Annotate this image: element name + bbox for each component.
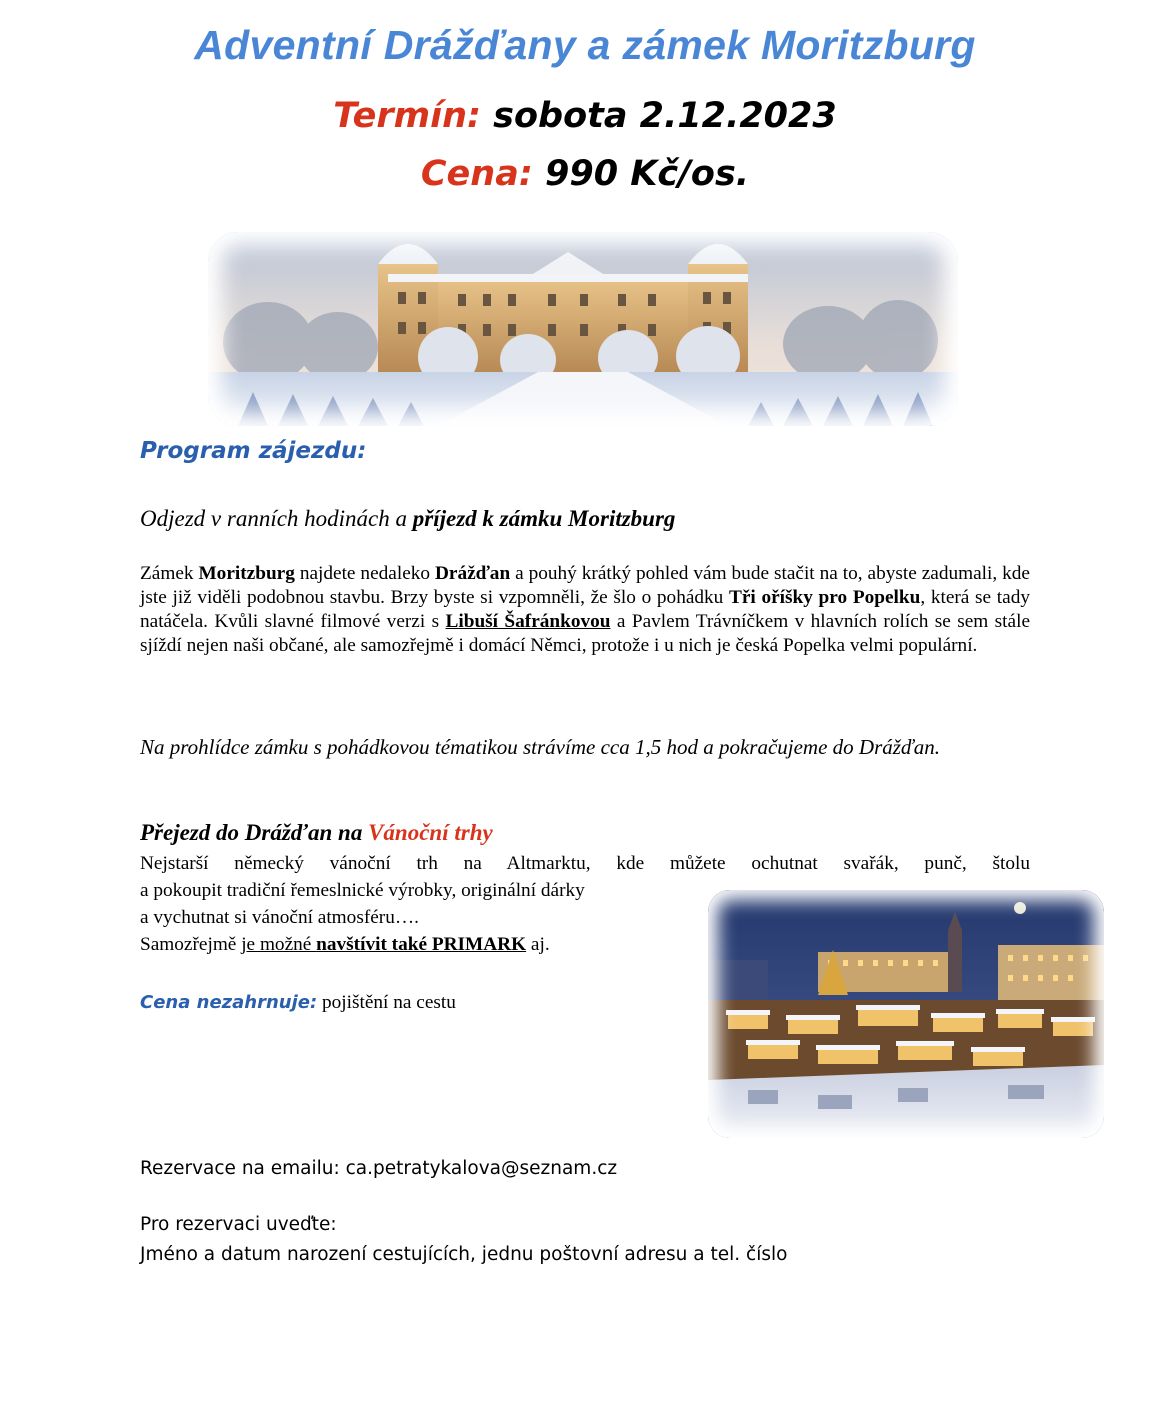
- reservation-heading: Pro rezervaci uveďte:: [140, 1214, 337, 1235]
- para-bold-moritzburg: Moritzburg: [198, 563, 295, 584]
- price-excludes-label: Cena nezahrnuje:: [140, 992, 318, 1013]
- reservation-details: Jméno a datum narození cestujících, jednu poštovní adresu a tel. číslo: [140, 1244, 788, 1265]
- reservation-email: Rezervace na emailu: ca.petratykalova@seznam.cz: [140, 1158, 618, 1179]
- departure-arrival: příjezd k zámku Moritzburg: [412, 506, 676, 531]
- para-text: a pouhý krátký pohled vám bude stačit na to, abyste zadumali, kde jste již viděli podobnou stavbu. Brzy byste si vzpomněli, že šlo o pohádku: [140, 563, 1030, 608]
- departure-text: Odjezd v ranních hodinách a: [140, 506, 413, 531]
- market-heading-text: Přejezd do Drážďan na: [140, 820, 369, 845]
- para-bold-fairytale: Tři oříšky pro Popelku: [729, 587, 921, 608]
- date-value: sobota 2.12.2023: [480, 96, 837, 136]
- market-line-4-underlined: [241, 934, 526, 955]
- market-line-4-end: aj.: [526, 934, 550, 955]
- market-line-4-possible: je možné: [241, 934, 317, 955]
- para-bold-actress: Libuší Šafránkovou: [445, 611, 611, 632]
- price-value: 990 Kč/os.: [532, 154, 750, 194]
- market-line-4: [140, 933, 550, 957]
- para-text: a Pavlem Trávníčkem v hlavních rolích se sem stále sjíždí nejen naši občané, ale samozřejmě i domácí Němci, protože i u nich je česká Popelka velmi populární.: [140, 611, 1031, 656]
- castle-photo: [208, 232, 958, 426]
- market-line-3: a vychutnat si vánoční atmosféru….: [140, 907, 419, 928]
- market-line-1: Nejstarší německý vánoční trh na Altmarktu, kde můžete ochutnat svařák, punč, štolu: [140, 853, 1030, 874]
- price-excludes-value: pojištění na cestu: [317, 992, 456, 1013]
- price-label: Cena:: [420, 154, 533, 194]
- market-heading-highlight: Vánoční trhy: [368, 820, 493, 845]
- page-title: Adventní Drážďany a zámek Moritzburg: [194, 22, 976, 68]
- program-heading: Program zájezdu:: [140, 438, 367, 464]
- departure-line: [140, 506, 675, 532]
- castle-paragraph: [140, 562, 1030, 658]
- para-bold-drazdan: Drážďan: [434, 563, 511, 584]
- market-line-4-text: Samozřejmě: [140, 934, 242, 955]
- market-line-2: a pokoupit tradiční řemeslnické výrobky, originální dárky: [140, 880, 585, 901]
- market-line-4-primark: navštívit také PRIMARK: [316, 934, 527, 955]
- tour-paragraph: Na prohlídce zámku s pohádkovou tématikou strávíme cca 1,5 hod a pokračujeme do Drážďan.: [140, 735, 940, 759]
- para-text: , která se tady natáčela. Kvůli slavné filmové verzi s: [140, 587, 1030, 632]
- market-heading: [140, 820, 493, 846]
- price-line: [0, 154, 1170, 194]
- para-text: najdete nedaleko: [294, 563, 435, 584]
- price-excludes: [140, 992, 456, 1014]
- para-text: Zámek: [140, 563, 199, 584]
- date-label: Termín:: [333, 96, 481, 136]
- date-line: [0, 96, 1170, 136]
- christmas-market-photo: [708, 890, 1104, 1138]
